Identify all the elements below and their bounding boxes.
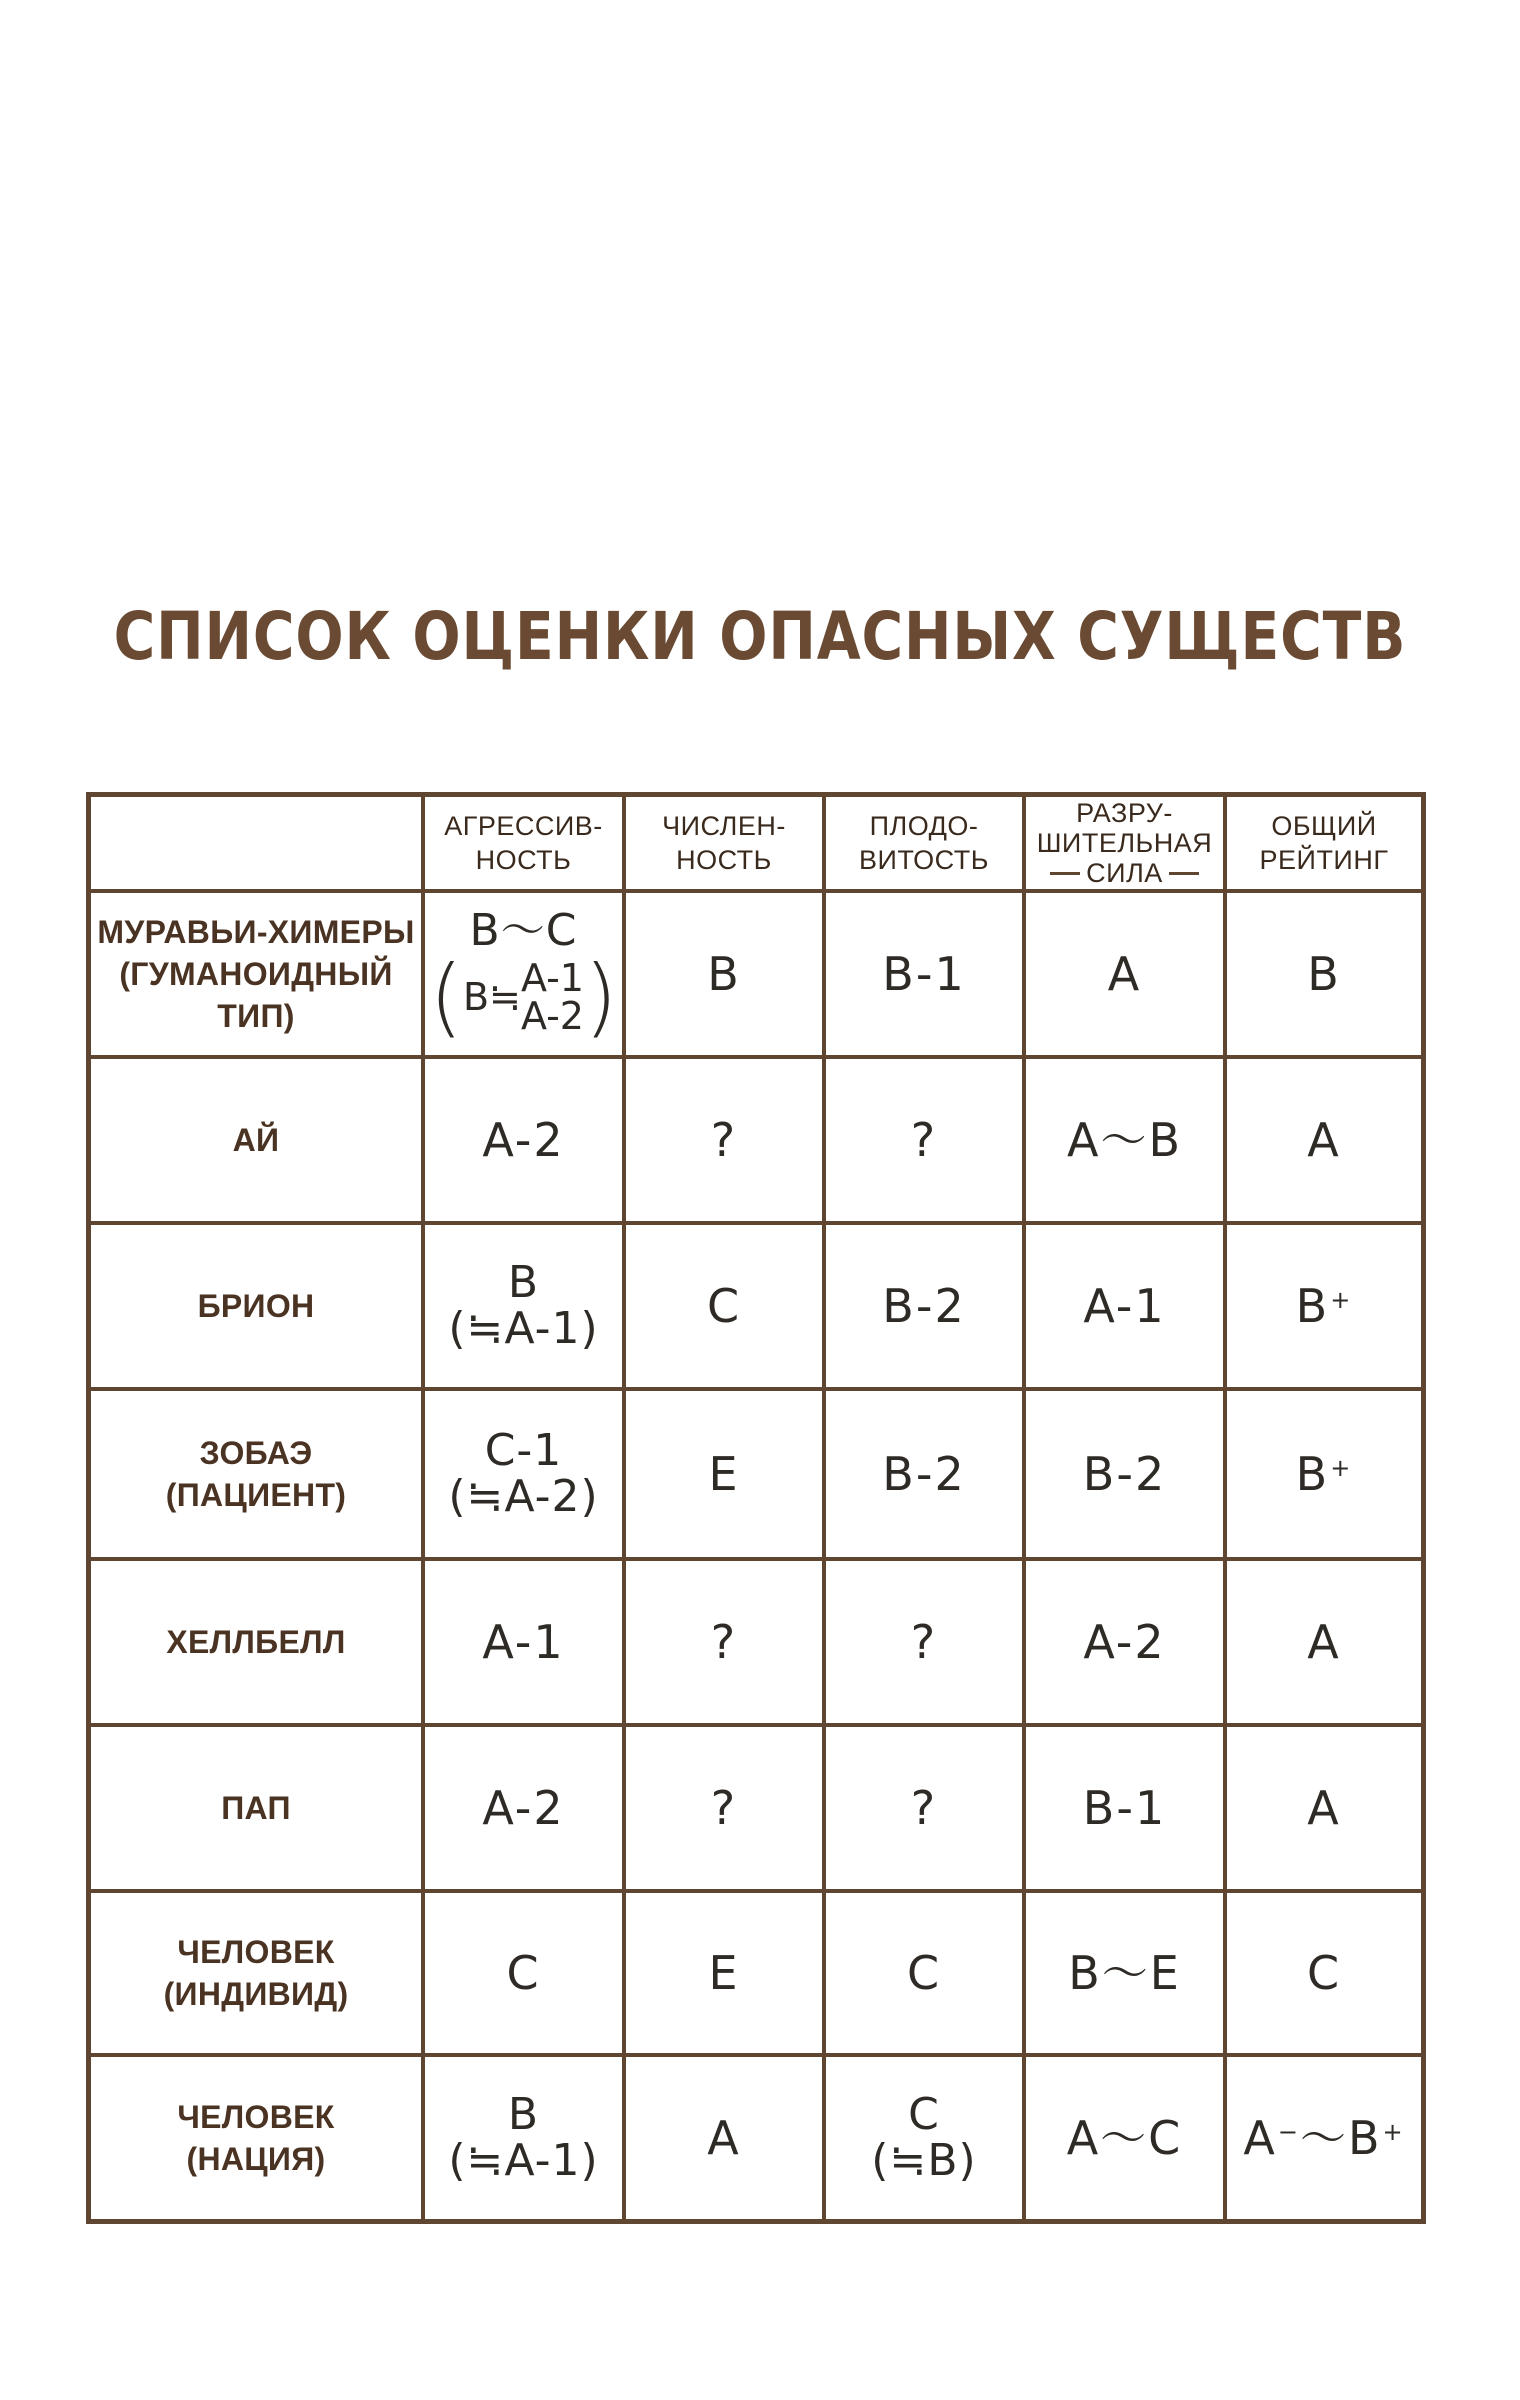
row-label-line: ПАП — [221, 1790, 291, 1826]
row-label-line: БРИОН — [197, 1288, 315, 1324]
row-label-human-individual — [91, 1893, 425, 2057]
population-cell: ? — [626, 1059, 826, 1225]
destruction-cell: B-2 — [1026, 1391, 1227, 1561]
aggression-value: B — [507, 1257, 540, 1308]
overall-cell: A — [1227, 1727, 1421, 1893]
row-label-hellbell — [91, 1561, 425, 1727]
row-label-brion — [91, 1225, 425, 1391]
page-title: СПИСОК ОЦЕНКИ ОПАСНЫХ СУЩЕСТВ — [113, 598, 1407, 675]
row-label-line: (НАЦИЯ) — [186, 2141, 326, 2177]
row-label-line: ЗОБАЭ — [199, 1435, 313, 1471]
overall-cell — [1227, 1225, 1421, 1391]
row-label-line: МУРАВЬИ-ХИМЕРЫ — [97, 914, 415, 950]
header-fertility — [826, 797, 1026, 893]
header-aggression — [425, 797, 626, 893]
header-overall-line2: РЕЙТИНГ — [1259, 845, 1389, 875]
population-cell: A — [626, 2057, 826, 2219]
header-destruction — [1026, 797, 1227, 893]
aggression-value: B～C — [469, 905, 578, 956]
overall-cell: A — [1227, 1561, 1421, 1727]
aggression-note — [429, 947, 618, 1047]
destruction-cell: A～B — [1026, 1059, 1227, 1225]
aggression-cell — [425, 2057, 626, 2219]
overall-cell — [1227, 2057, 1421, 2219]
overall-grade: B — [1295, 1447, 1330, 1501]
overall-grade-high: B — [1347, 2111, 1382, 2165]
aggression-cell — [425, 1391, 626, 1561]
row-label-pap — [91, 1727, 425, 1893]
row-label-zobae — [91, 1391, 425, 1561]
fertility-cell: ? — [826, 1561, 1026, 1727]
overall-cell: C — [1227, 1893, 1421, 2057]
aggression-cell: A-1 — [425, 1561, 626, 1727]
header-overall-line1: ОБЩИЙ — [1271, 811, 1377, 841]
fertility-cell: B-2 — [826, 1391, 1026, 1561]
overall-grade: B — [1295, 1279, 1330, 1333]
header-destruction-line2: ШИТЕЛЬНАЯ — [1036, 828, 1213, 858]
aggression-cell: C — [425, 1893, 626, 2057]
overall-cell — [1227, 1391, 1421, 1561]
destruction-cell: A～C — [1026, 2057, 1227, 2219]
fertility-value: C — [908, 2089, 940, 2140]
aggression-note-stack — [520, 956, 584, 1038]
overall-grade-low: A — [1243, 2111, 1277, 2165]
population-cell: ? — [626, 1727, 826, 1893]
population-cell: C — [626, 1225, 826, 1391]
aggression-cell: A-2 — [425, 1059, 626, 1225]
header-empty-cell — [91, 797, 425, 893]
paren-close: ) — [584, 947, 618, 1047]
fertility-cell: ? — [826, 1059, 1026, 1225]
population-cell: E — [626, 1893, 826, 2057]
row-label-line: ЧЕЛОВЕК — [177, 1934, 335, 1970]
destruction-cell: A-2 — [1026, 1561, 1227, 1727]
population-cell: E — [626, 1391, 826, 1561]
header-aggression-line1: АГРЕССИВ- — [444, 811, 603, 841]
header-aggression-line2: НОСТЬ — [475, 845, 572, 875]
row-label-line: АЙ — [232, 1122, 280, 1158]
aggression-note-b: A-2 — [520, 994, 584, 1038]
fertility-cell: B-1 — [826, 893, 1026, 1059]
header-population — [626, 797, 826, 893]
destruction-cell: A-1 — [1026, 1225, 1227, 1391]
header-fertility-line2: ВИТОСТЬ — [858, 845, 989, 875]
destruction-cell: A — [1026, 893, 1227, 1059]
header-destruction-line1: РАЗРУ- — [1076, 798, 1173, 828]
overall-grade-sup: + — [1330, 1286, 1353, 1314]
fertility-cell: B-2 — [826, 1225, 1026, 1391]
header-fertility-line1: ПЛОДО- — [869, 811, 979, 841]
row-label-chimera-ants — [91, 893, 425, 1059]
population-cell: B — [626, 893, 826, 1059]
overall-grade-sup: + — [1330, 1454, 1353, 1482]
population-cell: ? — [626, 1561, 826, 1727]
header-destruction-sila: СИЛА — [1086, 858, 1163, 888]
overall-grade-low-sup: − — [1277, 2118, 1300, 2146]
aggression-note: (≒A-2) — [448, 1471, 599, 1522]
row-label-ai — [91, 1059, 425, 1225]
aggression-note-a: A-1 — [520, 956, 584, 1000]
header-population-line1: ЧИСЛЕН- — [662, 811, 786, 841]
aggression-note: (≒A-1) — [448, 1303, 599, 1354]
row-label-line: (ИНДИВИД) — [163, 1976, 349, 2012]
header-destruction-line3 — [1026, 858, 1223, 888]
row-label-line: ЧЕЛОВЕК — [177, 2099, 335, 2135]
aggression-cell: A-2 — [425, 1727, 626, 1893]
header-population-line2: НОСТЬ — [676, 845, 772, 875]
destruction-cell: B～E — [1026, 1893, 1227, 2057]
aggression-value: C-1 — [484, 1425, 563, 1476]
row-label-human-nation — [91, 2057, 425, 2219]
row-label-line: ТИП) — [217, 998, 295, 1034]
fertility-cell: ? — [826, 1727, 1026, 1893]
overall-cell: A — [1227, 1059, 1421, 1225]
fertility-cell: C — [826, 1893, 1026, 2057]
overall-grade-high-sup: + — [1382, 2118, 1405, 2146]
fertility-note: (≒B) — [871, 2135, 977, 2186]
fertility-cell — [826, 2057, 1026, 2219]
row-label-line: ХЕЛЛБЕЛЛ — [166, 1624, 346, 1660]
overall-cell: B — [1227, 893, 1421, 1059]
aggression-value: B — [507, 2089, 540, 2140]
paren-open: ( — [429, 947, 463, 1047]
aggression-cell — [425, 1225, 626, 1391]
destruction-cell: B-1 — [1026, 1727, 1227, 1893]
aggression-cell — [425, 893, 626, 1059]
overall-range-tilde: ～ — [1299, 2111, 1348, 2165]
row-label-line: (ПАЦИЕНТ) — [165, 1477, 347, 1513]
header-overall — [1227, 797, 1421, 893]
aggression-note-prefix: B≒ — [462, 975, 521, 1019]
aggression-note: (≒A-1) — [448, 2135, 599, 2186]
danger-rating-table — [86, 792, 1426, 2224]
row-label-line: (ГУМАНОИДНЫЙ — [119, 956, 393, 992]
